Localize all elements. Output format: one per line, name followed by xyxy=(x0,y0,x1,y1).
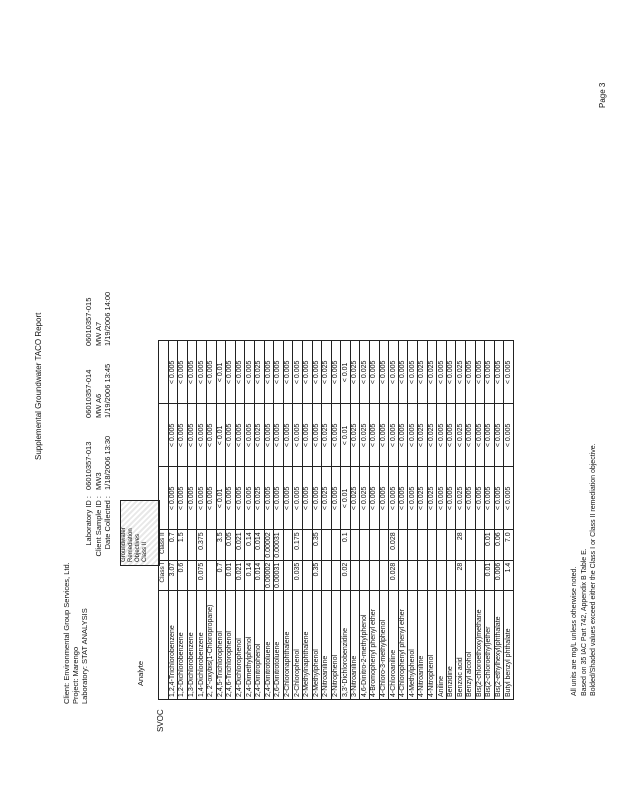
value-cell: < 0.005 xyxy=(446,404,456,467)
table-row xyxy=(398,341,408,700)
analyte-cell: 2,4,6-Trichlorophenol xyxy=(226,591,236,700)
value-cell: 0.7 xyxy=(168,530,178,560)
analyte-cell: 4-Chloroaniline xyxy=(389,591,399,700)
value-cell: < 0.01 xyxy=(216,404,226,467)
table-row xyxy=(206,341,216,700)
footnote: All units are mg/L unless otherwise noted. xyxy=(571,566,578,696)
table-row xyxy=(370,341,380,700)
value-cell: < 0.005 xyxy=(331,404,341,467)
value-cell: < 0.005 xyxy=(475,467,485,530)
value-cell: < 0.005 xyxy=(466,341,476,404)
table-row xyxy=(475,341,485,700)
analyte-cell: 1,4-Dichlorobenzene xyxy=(197,591,207,700)
sample-header xyxy=(84,274,113,574)
table-header-row xyxy=(159,341,169,700)
value-cell: < 0.005 xyxy=(504,404,514,467)
analyte-cell: 4-Chlorophenyl phenyl ether xyxy=(398,591,408,700)
value-cell xyxy=(331,530,341,560)
table-row xyxy=(293,341,303,700)
value-cell: < 0.005 xyxy=(235,404,245,467)
table-row xyxy=(485,341,495,700)
value-cell: 0.06 xyxy=(494,530,504,560)
analyte-cell: 2,6-Dinitrotoluene xyxy=(274,591,284,700)
table-row xyxy=(350,341,360,700)
value-cell: < 0.005 xyxy=(302,341,312,404)
value-cell: 0.35 xyxy=(312,530,322,560)
value-cell xyxy=(322,560,332,590)
value-cell: < 0.005 xyxy=(302,467,312,530)
value-cell xyxy=(350,530,360,560)
value-cell: < 0.005 xyxy=(379,467,389,530)
value-cell: < 0.005 xyxy=(293,341,303,404)
value-cell: < 0.005 xyxy=(312,467,322,530)
analyte-cell: 2-Methylnaphthalene xyxy=(302,591,312,700)
analyte-cell: 4-Chloro-3-methylphenol xyxy=(379,591,389,700)
footnote: Based on 35 IAC Part 742, Appendix B Table E. xyxy=(580,548,588,696)
value-cell: 0.02 xyxy=(341,560,351,590)
value-cell: < 0.025 xyxy=(350,467,360,530)
value-cell: < 0.005 xyxy=(226,404,236,467)
analyte-cell: 2-Chlorophenol xyxy=(293,591,303,700)
value-cell: < 0.025 xyxy=(427,467,437,530)
value-cell: < 0.005 xyxy=(283,467,293,530)
value-cell: < 0.005 xyxy=(408,404,418,467)
analyte-cell: 2,4-Dichlorophenol xyxy=(235,591,245,700)
header-cell xyxy=(159,467,169,530)
value-cell: < 0.01 xyxy=(341,341,351,404)
value-cell: < 0.005 xyxy=(274,404,284,467)
analyte-cell: 2-Nitroaniline xyxy=(322,591,332,700)
value-cell: < 0.005 xyxy=(178,404,188,467)
stamp-line: Remediation xyxy=(128,528,134,562)
header-cell xyxy=(159,591,169,700)
analyte-cell: 2-Chloronaphthalene xyxy=(283,591,293,700)
value-cell: < 0.005 xyxy=(178,467,188,530)
analyte-cell: Butyl benzyl phthalate xyxy=(504,591,514,700)
value-cell xyxy=(350,560,360,590)
value-cell: 1.5 xyxy=(178,530,188,560)
value-cell: 0.01 xyxy=(485,560,495,590)
value-cell: < 0.025 xyxy=(322,341,332,404)
value-cell: < 0.005 xyxy=(437,467,447,530)
sample-header-label: Date Collected : xyxy=(103,496,113,550)
value-cell: 0.014 xyxy=(254,530,264,560)
value-cell: 0.021 xyxy=(235,560,245,590)
value-cell: < 0.025 xyxy=(350,404,360,467)
value-cell: < 0.005 xyxy=(437,341,447,404)
analyte-cell: 2,4-Dinitrophenol xyxy=(254,591,264,700)
table-row xyxy=(446,341,456,700)
value-cell: 0.075 xyxy=(197,560,207,590)
value-cell: < 0.025 xyxy=(322,467,332,530)
value-cell: 0.00002 xyxy=(264,530,274,560)
value-cell xyxy=(370,530,380,560)
footnote: Bolded/Shaded values exceed either the Class I or Class II remediation objective. xyxy=(590,443,597,696)
table-row xyxy=(456,341,466,700)
value-cell xyxy=(446,560,456,590)
value-cell xyxy=(360,530,370,560)
value-cell: < 0.005 xyxy=(475,341,485,404)
table-row xyxy=(322,341,332,700)
sample-header-value: MW A7 xyxy=(93,321,103,346)
table-row xyxy=(427,341,437,700)
value-cell: < 0.005 xyxy=(379,404,389,467)
value-cell: < 0.005 xyxy=(485,404,495,467)
value-cell: < 0.005 xyxy=(197,341,207,404)
analyte-cell: 2,4-Dinitrotoluene xyxy=(264,591,274,700)
table-row xyxy=(312,341,322,700)
value-cell: < 0.005 xyxy=(226,341,236,404)
analyte-cell: 4,6-Dinitro-2-methylphenol xyxy=(360,591,370,700)
value-cell: < 0.005 xyxy=(187,467,197,530)
value-cell: < 0.005 xyxy=(370,341,380,404)
value-cell: < 0.005 xyxy=(293,467,303,530)
table-row xyxy=(216,341,226,700)
value-cell: < 0.005 xyxy=(485,341,495,404)
remediation-objectives-stamp xyxy=(120,500,160,566)
value-cell: 0.7 xyxy=(216,560,226,590)
value-cell: < 0.005 xyxy=(264,341,274,404)
analyte-cell: 2-Nitrophenol xyxy=(331,591,341,700)
value-cell: < 0.025 xyxy=(456,404,466,467)
value-cell: < 0.025 xyxy=(427,404,437,467)
value-cell: 0.021 xyxy=(235,530,245,560)
value-cell xyxy=(360,560,370,590)
value-cell: 0.1 xyxy=(341,530,351,560)
value-cell: < 0.005 xyxy=(197,467,207,530)
analyte-cell: 2,4-Dimethylphenol xyxy=(245,591,255,700)
value-cell: < 0.005 xyxy=(206,341,216,404)
value-cell: < 0.005 xyxy=(466,467,476,530)
value-cell: < 0.005 xyxy=(206,467,216,530)
analyte-cell: 1,2-Dichlorobenzene xyxy=(178,591,188,700)
sample-header-value: MW A6 xyxy=(93,393,103,418)
table-row xyxy=(418,341,428,700)
analyte-cell: 1,3-Dichlorobenzene xyxy=(187,591,197,700)
table-row xyxy=(360,341,370,700)
value-cell xyxy=(398,530,408,560)
value-cell: < 0.005 xyxy=(235,341,245,404)
value-cell: < 0.025 xyxy=(427,341,437,404)
value-cell xyxy=(466,560,476,590)
value-cell: < 0.005 xyxy=(245,467,255,530)
value-cell: < 0.005 xyxy=(408,467,418,530)
value-cell xyxy=(427,530,437,560)
value-cell: < 0.005 xyxy=(293,404,303,467)
value-cell: < 0.005 xyxy=(168,341,178,404)
sample-header-value: 1/18/2006 13:30 xyxy=(103,435,113,490)
value-cell: 0.35 xyxy=(312,560,322,590)
value-cell xyxy=(187,530,197,560)
value-cell xyxy=(418,530,428,560)
value-cell: < 0.005 xyxy=(274,341,284,404)
sample-header-value: MW3 xyxy=(93,472,103,490)
results-table xyxy=(158,340,514,700)
table-row xyxy=(494,341,504,700)
header-cell: Class II xyxy=(159,530,169,560)
value-cell xyxy=(206,560,216,590)
value-cell: < 0.005 xyxy=(206,404,216,467)
value-cell: < 0.025 xyxy=(360,404,370,467)
value-cell xyxy=(370,560,380,590)
value-cell: < 0.005 xyxy=(446,467,456,530)
value-cell xyxy=(331,560,341,590)
value-cell xyxy=(283,530,293,560)
sample-header-value: 06010357-013 xyxy=(84,441,93,490)
analyte-cell: 2, 2'-oxybis(1-Chloropropane) xyxy=(206,591,216,700)
value-cell: < 0.005 xyxy=(398,341,408,404)
value-cell: 0.05 xyxy=(226,530,236,560)
value-cell: 0.028 xyxy=(389,530,399,560)
table-row xyxy=(274,341,284,700)
value-cell: < 0.005 xyxy=(398,404,408,467)
value-cell: < 0.005 xyxy=(466,404,476,467)
analyte-cell: 2-Methylphenol xyxy=(312,591,322,700)
header-cell: Class I xyxy=(159,560,169,590)
table-row xyxy=(245,341,255,700)
value-cell: < 0.005 xyxy=(235,467,245,530)
table-row xyxy=(197,341,207,700)
value-cell xyxy=(283,560,293,590)
value-cell: 0.375 xyxy=(197,530,207,560)
analyte-cell: 3,3'-Dichlorobenzidine xyxy=(341,591,351,700)
analyte-cell: 1,2,4-Trichlorobenzene xyxy=(168,591,178,700)
value-cell: < 0.005 xyxy=(245,404,255,467)
value-cell: < 0.005 xyxy=(446,341,456,404)
table-row xyxy=(254,341,264,700)
value-cell: < 0.005 xyxy=(504,341,514,404)
analyte-cell: Benzyl alcohol xyxy=(466,591,476,700)
table-row xyxy=(379,341,389,700)
value-cell: < 0.005 xyxy=(485,467,495,530)
value-cell: < 0.005 xyxy=(504,467,514,530)
value-cell: < 0.005 xyxy=(312,341,322,404)
sample-header-row xyxy=(94,274,104,574)
value-cell: < 0.005 xyxy=(389,341,399,404)
sample-header-value: 06010357-014 xyxy=(84,369,93,418)
value-cell: 0.00031 xyxy=(274,530,284,560)
value-cell: 1.4 xyxy=(504,560,514,590)
value-cell xyxy=(475,530,485,560)
table-row xyxy=(235,341,245,700)
value-cell: 0.01 xyxy=(485,530,495,560)
value-cell: < 0.025 xyxy=(254,341,264,404)
analyte-cell: Benzoic acid xyxy=(456,591,466,700)
analyte-cell: Bis(2-chloroethyl)ether xyxy=(485,591,495,700)
footnotes xyxy=(570,443,599,696)
sample-header-label: Client Sample ID : xyxy=(93,496,103,557)
report-title: Supplemental Groundwater TACO Report xyxy=(34,312,43,460)
value-cell: 3.5 xyxy=(216,530,226,560)
analyte-cell: Bis(2-chloroethoxy)methane xyxy=(475,591,485,700)
value-cell xyxy=(322,530,332,560)
value-cell: 0.6 xyxy=(178,560,188,590)
value-cell: < 0.01 xyxy=(216,467,226,530)
table-row xyxy=(283,341,293,700)
value-cell: < 0.005 xyxy=(494,404,504,467)
value-cell: < 0.005 xyxy=(370,467,380,530)
value-cell: < 0.005 xyxy=(389,404,399,467)
project-line: Project: Marengo xyxy=(71,646,80,704)
table-row xyxy=(187,341,197,700)
value-cell: < 0.005 xyxy=(398,467,408,530)
value-cell: < 0.005 xyxy=(302,404,312,467)
value-cell: 0.00031 xyxy=(274,560,284,590)
value-cell: < 0.01 xyxy=(341,467,351,530)
analyte-cell: 3-Nitroaniline xyxy=(350,591,360,700)
value-cell: < 0.025 xyxy=(254,467,264,530)
value-cell: < 0.025 xyxy=(360,467,370,530)
value-cell: < 0.005 xyxy=(264,404,274,467)
table-row xyxy=(168,341,178,700)
value-cell: < 0.005 xyxy=(283,341,293,404)
value-cell: < 0.005 xyxy=(178,341,188,404)
value-cell xyxy=(379,530,389,560)
value-cell: < 0.005 xyxy=(379,341,389,404)
value-cell: 0.14 xyxy=(245,560,255,590)
value-cell: 0.14 xyxy=(245,530,255,560)
value-cell: < 0.005 xyxy=(370,404,380,467)
value-cell: < 0.025 xyxy=(418,341,428,404)
section-label: SVOC xyxy=(156,709,165,732)
analyte-cell: 4-Nitroaniline xyxy=(418,591,428,700)
table-row xyxy=(226,341,236,700)
value-cell: < 0.005 xyxy=(274,467,284,530)
value-cell xyxy=(408,530,418,560)
value-cell: 7.0 xyxy=(504,530,514,560)
stamp-line: Objectives xyxy=(135,533,141,562)
value-cell: < 0.025 xyxy=(360,341,370,404)
value-cell: < 0.025 xyxy=(456,341,466,404)
table-row xyxy=(389,341,399,700)
sample-header-row xyxy=(84,274,94,574)
value-cell xyxy=(475,560,485,590)
table-row xyxy=(504,341,514,700)
value-cell: < 0.005 xyxy=(331,467,341,530)
laboratory-line: Laboratory: STAT ANALYSIS xyxy=(80,608,89,704)
value-cell: < 0.005 xyxy=(437,404,447,467)
page-number: Page 3 xyxy=(598,82,607,108)
value-cell: < 0.005 xyxy=(494,467,504,530)
table-row xyxy=(466,341,476,700)
value-cell xyxy=(302,560,312,590)
value-cell xyxy=(446,530,456,560)
value-cell: < 0.005 xyxy=(312,404,322,467)
value-cell: < 0.025 xyxy=(254,404,264,467)
value-cell xyxy=(398,560,408,590)
value-cell: 0.006 xyxy=(494,560,504,590)
value-cell: < 0.005 xyxy=(494,341,504,404)
table-row xyxy=(341,341,351,700)
sample-header-value: 1/19/2006 13:45 xyxy=(103,363,113,418)
analyte-cell: 4-Methylphenol xyxy=(408,591,418,700)
table-row xyxy=(408,341,418,700)
table-row xyxy=(437,341,447,700)
sample-header-row xyxy=(103,274,113,574)
header-cell xyxy=(159,404,169,467)
value-cell: < 0.005 xyxy=(245,341,255,404)
analyte-cell: Aniline xyxy=(437,591,447,700)
value-cell: 0.00002 xyxy=(264,560,274,590)
value-cell: < 0.01 xyxy=(216,341,226,404)
stamp-line: Groundwater xyxy=(121,527,127,562)
value-cell xyxy=(466,530,476,560)
analyte-cell: 2,4,5-Trichlorophenol xyxy=(216,591,226,700)
value-cell: < 0.025 xyxy=(456,467,466,530)
results-table-body xyxy=(159,341,514,700)
value-cell: < 0.005 xyxy=(475,404,485,467)
value-cell xyxy=(302,530,312,560)
value-cell xyxy=(187,560,197,590)
value-cell: 0.035 xyxy=(293,560,303,590)
table-row xyxy=(331,341,341,700)
analyte-cell: 4-Bromophenyl phenyl ether xyxy=(370,591,380,700)
value-cell xyxy=(379,560,389,590)
sample-header-value: 06010357-015 xyxy=(84,297,93,346)
value-cell: 0.028 xyxy=(389,560,399,590)
sample-header-value: 1/19/2006 14:00 xyxy=(103,291,113,346)
value-cell: < 0.005 xyxy=(168,467,178,530)
value-cell xyxy=(437,530,447,560)
value-cell: 28 xyxy=(456,560,466,590)
client-line: Client: Environmental Group Services, Ltd. xyxy=(62,562,71,704)
value-cell: < 0.005 xyxy=(168,404,178,467)
analyte-heading: Analyte xyxy=(136,660,145,686)
table-row xyxy=(302,341,312,700)
value-cell: < 0.005 xyxy=(389,467,399,530)
table-row xyxy=(178,341,188,700)
value-cell: < 0.005 xyxy=(408,341,418,404)
value-cell: < 0.025 xyxy=(418,404,428,467)
value-cell: < 0.005 xyxy=(264,467,274,530)
value-cell xyxy=(408,560,418,590)
value-cell: < 0.01 xyxy=(341,404,351,467)
value-cell: < 0.025 xyxy=(350,341,360,404)
value-cell xyxy=(427,560,437,590)
value-cell: < 0.005 xyxy=(197,404,207,467)
analyte-cell: 4-Nitrophenol xyxy=(427,591,437,700)
value-cell: 3.07 xyxy=(168,560,178,590)
analyte-cell: Bis(2-ethylhexyl)phthalate xyxy=(494,591,504,700)
value-cell: 0.175 xyxy=(293,530,303,560)
analyte-cell: Benzidine xyxy=(446,591,456,700)
value-cell: < 0.005 xyxy=(187,341,197,404)
value-cell xyxy=(206,530,216,560)
value-cell: < 0.025 xyxy=(418,467,428,530)
sample-header-label: Laboratory ID : xyxy=(84,496,93,546)
stamp-line: Class II xyxy=(142,541,148,562)
value-cell: 28 xyxy=(456,530,466,560)
value-cell: < 0.005 xyxy=(331,341,341,404)
value-cell: 0.014 xyxy=(254,560,264,590)
value-cell: < 0.005 xyxy=(187,404,197,467)
value-cell: < 0.025 xyxy=(322,404,332,467)
value-cell: < 0.005 xyxy=(283,404,293,467)
header-cell xyxy=(159,341,169,404)
value-cell: < 0.005 xyxy=(226,467,236,530)
value-cell xyxy=(418,560,428,590)
value-cell xyxy=(437,560,447,590)
client-info-block xyxy=(62,562,89,704)
value-cell: 0.01 xyxy=(226,560,236,590)
table-row xyxy=(264,341,274,700)
